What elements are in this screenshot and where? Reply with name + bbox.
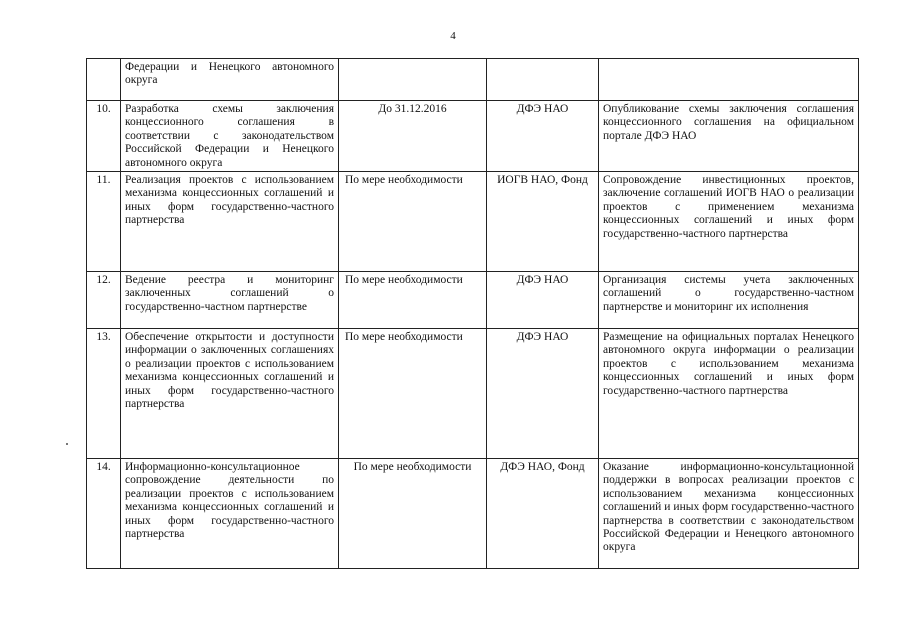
result-cell: Сопровождение инвестиционных проектов, заключение соглашений ИОГВ НАО о реализации проектов с применением механизма концессионных соглашений и иных форм государственно-частного партнерства (599, 172, 859, 272)
result-cell (599, 59, 859, 101)
row-number: 13. (87, 329, 121, 459)
executor-cell: ДФЭ НАО (487, 272, 599, 329)
result-cell: Оказание информационно-консультационной поддержки в вопросах реализации проектов с использованием механизма концессионных соглашений и иных форм государственно-частного партнерства в соответствии с законодательством Российской Федерации и Ненецкого автономного округа (599, 459, 859, 569)
deadline-cell (339, 59, 487, 101)
scan-speck (66, 443, 68, 445)
executor-cell: ДФЭ НАО, Фонд (487, 459, 599, 569)
row-number: 10. (87, 101, 121, 172)
row-number: 14. (87, 459, 121, 569)
row-number: 11. (87, 172, 121, 272)
executor-cell (487, 59, 599, 101)
deadline-cell: По мере необходимости (339, 329, 487, 459)
row-number (87, 59, 121, 101)
action-cell: Реализация проектов с использованием механизма концессионных соглашений и иных форм государственно-частного партнерства (121, 172, 339, 272)
action-cell: Информационно-консультационное сопровождение деятельности по реализации проектов с использованием механизма концессионных соглашений и иных форм государственно-частного партнерства (121, 459, 339, 569)
deadline-cell: До 31.12.2016 (339, 101, 487, 172)
executor-cell: ИОГВ НАО, Фонд (487, 172, 599, 272)
action-plan-table (86, 58, 859, 569)
result-cell: Опубликование схемы заключения соглашения концессионного соглашения на официальном портале ДФЭ НАО (599, 101, 859, 172)
table-row (87, 59, 859, 101)
result-cell: Размещение на официальных порталах Ненецкого автономного округа информации о реализации проектов с использованием механизма концессионных соглашений и иных форм государственно-частного партнерства (599, 329, 859, 459)
action-cell: Ведение реестра и мониторинг заключенных соглашений о государственно-частном партнерстве (121, 272, 339, 329)
executor-cell: ДФЭ НАО (487, 329, 599, 459)
action-cell: Обеспечение открытости и доступности информации о заключенных соглашениях о реализации проектов с использованием механизма концессионных соглашений и иных форм государственно-частного партнерства (121, 329, 339, 459)
deadline-cell: По мере необходимости (339, 172, 487, 272)
result-cell: Организация системы учета заключенных соглашений о государственно-частном партнерстве и мониторинг их исполнения (599, 272, 859, 329)
action-cell: Федерации и Ненецкого автономного округа (121, 59, 339, 101)
page-number: 4 (450, 30, 456, 42)
row-number: 12. (87, 272, 121, 329)
deadline-cell: По мере необходимости (339, 272, 487, 329)
table-row (87, 329, 859, 459)
table-row (87, 101, 859, 172)
deadline-cell: По мере необходимости (339, 459, 487, 569)
table-row (87, 459, 859, 569)
executor-cell: ДФЭ НАО (487, 101, 599, 172)
action-cell: Разработка схемы заключения концессионного соглашения в соответствии с законодательством Российской Федерации и Ненецкого автономного округа (121, 101, 339, 172)
table-row (87, 172, 859, 272)
table-row (87, 272, 859, 329)
